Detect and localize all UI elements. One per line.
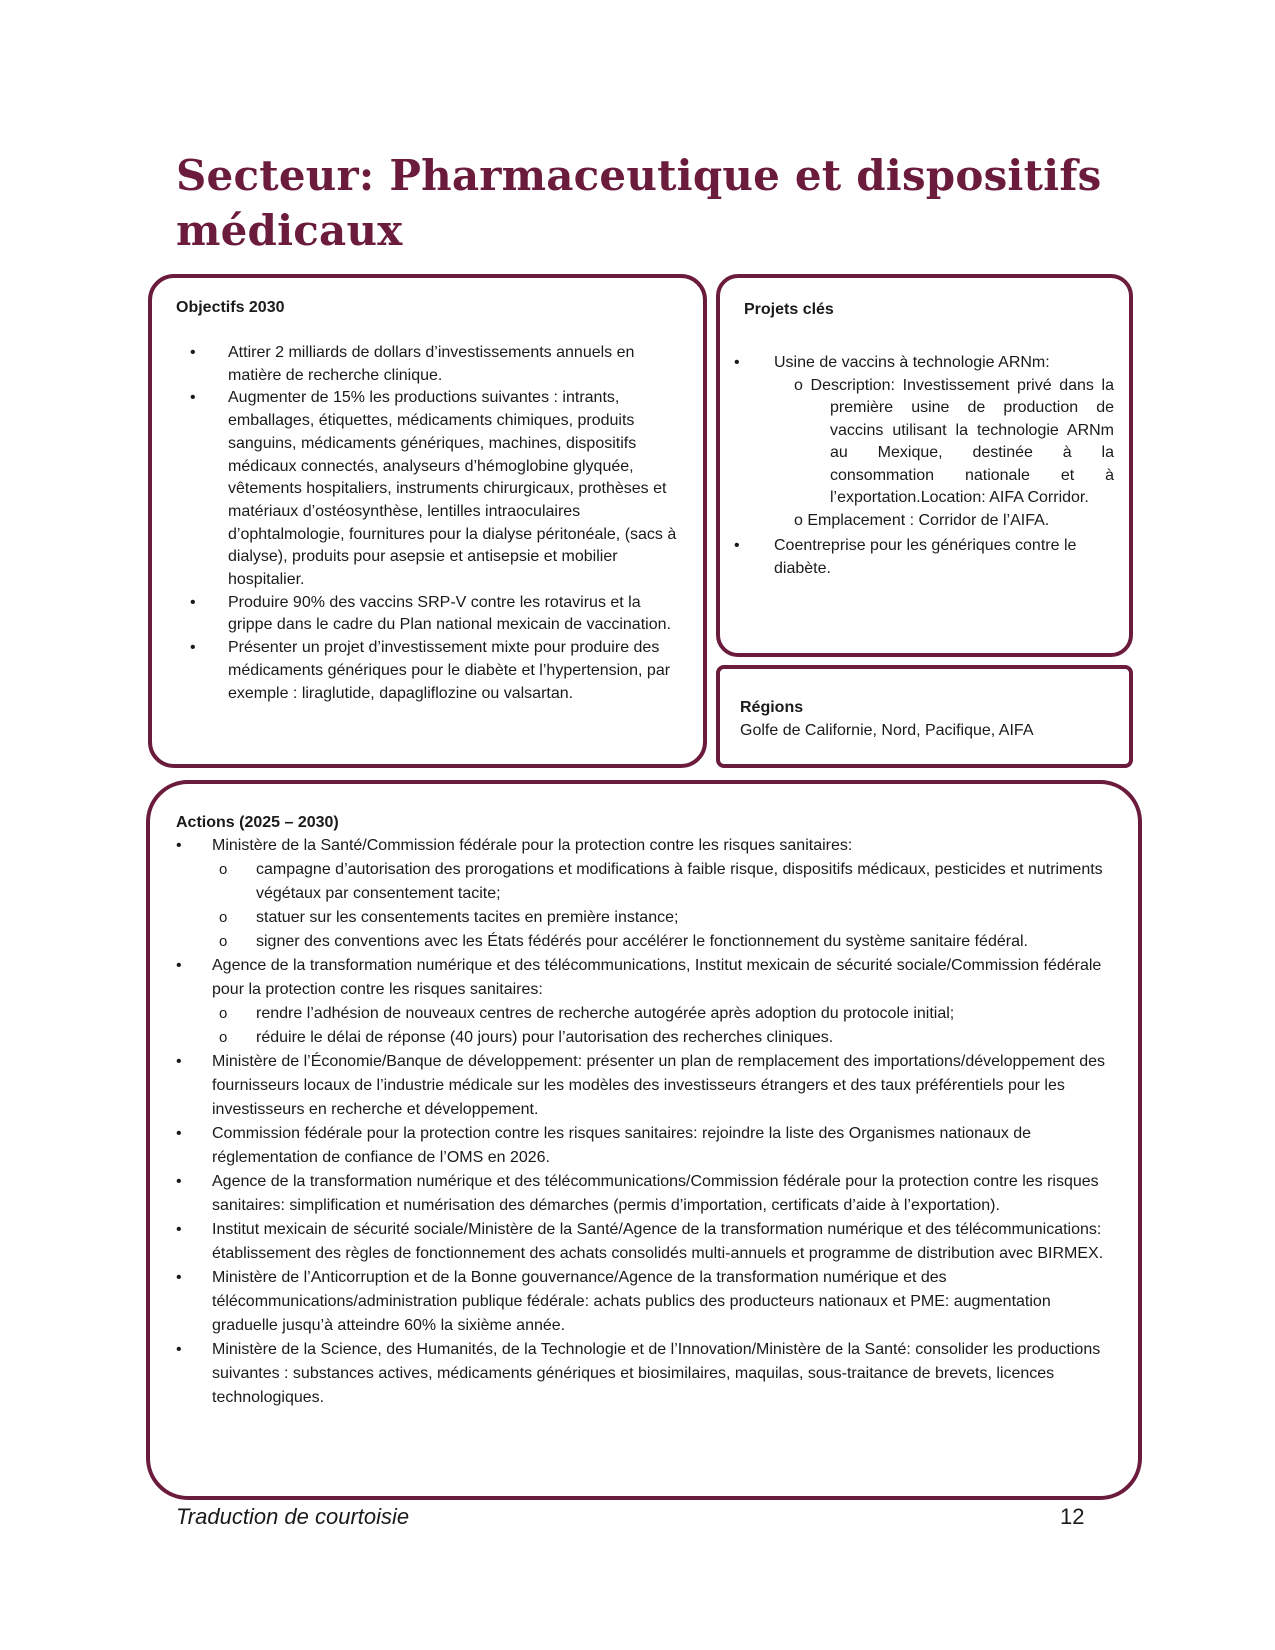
sublist-item: o rendre l’adhésion de nouveaux centres de recherche autogérée après adoption du protocole initial; bbox=[212, 1002, 1112, 1026]
actions-box bbox=[146, 780, 1142, 1500]
list-item: • Ministère de l’Économie/Banque de développement: présenter un plan de remplacement des importations/développement des fournisseurs locaux de l’industrie médicale sur les modèles des investisseurs étrangers et des taux préférentiels pour les investisseurs en recherche et développement. bbox=[212, 1050, 1112, 1122]
objectifs-title: Objectifs 2030 bbox=[176, 299, 285, 316]
actions-title: Actions (2025 – 2030) bbox=[176, 814, 339, 831]
regions-text: Golfe de Californie, Nord, Pacifique, AIFA bbox=[740, 722, 1034, 739]
list-item: • Coentreprise pour les génériques contre le diabète. bbox=[774, 535, 1114, 580]
sublist-item: o campagne d’autorisation des prorogations et modifications à faible risque, dispositifs médicaux, pesticides et nutriments végétaux par consentement tacite; bbox=[212, 858, 1112, 906]
page-number: 12 bbox=[1060, 1504, 1085, 1529]
list-item: • Augmenter de 15% les productions suivantes : intrants, emballages, étiquettes, médicaments chimiques, produits sanguins, médicaments génériques, machines, dispositifs médicaux connectés, analyseurs d’hémoglobine glyquée, vêtements hospitaliers, instruments chirurgicaux, prothèses et matériaux d’ostéosynthèse, lentilles intraoculaires d’ophtalmologie, fournitures pour la dialyse péritonéale, (sacs à dialyse), produits pour asepsie et antisepsie et mobilier hospitalier. bbox=[228, 387, 688, 591]
actions-list bbox=[212, 834, 1112, 1410]
action-text: Ministère de la Santé/Commission fédérale pour la protection contre les risques sanitaires: bbox=[212, 837, 853, 854]
list-item bbox=[774, 352, 1114, 532]
objectifs-box bbox=[148, 274, 707, 768]
list-item: • Produire 90% des vaccins SRP-V contre les rotavirus et la grippe dans le cadre du Plan national mexicain de vaccination. bbox=[228, 592, 688, 637]
action-sublist bbox=[212, 858, 1112, 954]
list-item: • Attirer 2 milliards de dollars d’investissements annuels en matière de recherche clinique. bbox=[228, 342, 688, 387]
list-item bbox=[212, 834, 1112, 954]
projet-description: o Description: Investissement privé dans la première usine de production de vaccins utilisant la technologie ARNm au Mexique, destinée à la consommation nationale et à l’exportation.Location: AIFA Corridor. bbox=[794, 376, 1114, 506]
list-item: • Ministère de l’Anticorruption et de la Bonne gouvernance/Agence de la transformation numérique et des télécommunications/administration publique fédérale: achats publics des producteurs nationaux et PME: augmentation graduelle jusqu’à atteindre 60% la sixième année. bbox=[212, 1266, 1112, 1338]
regions-title: Régions bbox=[740, 699, 804, 716]
footer-note: Traduction de courtoisie bbox=[176, 1504, 410, 1529]
projets-list bbox=[774, 352, 1114, 580]
projet-item-label: Usine de vaccins à technologie ARNm: bbox=[774, 354, 1050, 371]
action-text: Agence de la transformation numérique et des télécommunications, Institut mexicain de sécurité sociale/Commission fédérale pour la protection contre les risques sanitaires: bbox=[212, 957, 1102, 998]
list-item: • Ministère de la Science, des Humanités, de la Technologie et de l’Innovation/Ministère de la Santé: consolider les productions suivantes : substances actives, médicaments génériques et biosimilaires, maquilas, sous-traitance de brevets, licences technologiques. bbox=[212, 1338, 1112, 1410]
projets-title: Projets clés bbox=[744, 301, 834, 318]
sublist-item: o statuer sur les consentements tacites en première instance; bbox=[212, 906, 1112, 930]
list-item: • Présenter un projet d’investissement mixte pour produire des médicaments génériques pour le diabète et l’hypertension, par exemple : liraglutide, dapagliflozine ou valsartan. bbox=[228, 637, 688, 705]
sublist-item: o signer des conventions avec les États fédérés pour accélérer le fonctionnement du système sanitaire fédéral. bbox=[212, 930, 1112, 954]
page-title: Secteur: Pharmaceutique et dispositifs médicaux bbox=[176, 151, 1102, 255]
list-item: • Agence de la transformation numérique et des télécommunications/Commission fédérale pour la protection contre les risques sanitaires: simplification et numérisation des démarches (permis d’importation, certificats d’aide à l’exportation). bbox=[212, 1170, 1112, 1218]
projets-box bbox=[716, 274, 1133, 657]
list-item: • Commission fédérale pour la protection contre les risques sanitaires: rejoindre la liste des Organismes nationaux de réglementation de confiance de l’OMS en 2026. bbox=[212, 1122, 1112, 1170]
action-sublist bbox=[212, 1002, 1112, 1050]
sublist-item: o réduire le délai de réponse (40 jours) pour l’autorisation des recherches cliniques. bbox=[212, 1026, 1112, 1050]
projet-location: o Emplacement : Corridor de l’AIFA. bbox=[794, 511, 1050, 529]
regions-box bbox=[716, 665, 1133, 768]
list-item bbox=[212, 954, 1112, 1050]
list-item: • Institut mexicain de sécurité sociale/Ministère de la Santé/Agence de la transformation numérique et des télécommunications: établissement des règles de fonctionnement des achats consolidés multi-annuels et programme de distribution avec BIRMEX. bbox=[212, 1218, 1112, 1266]
